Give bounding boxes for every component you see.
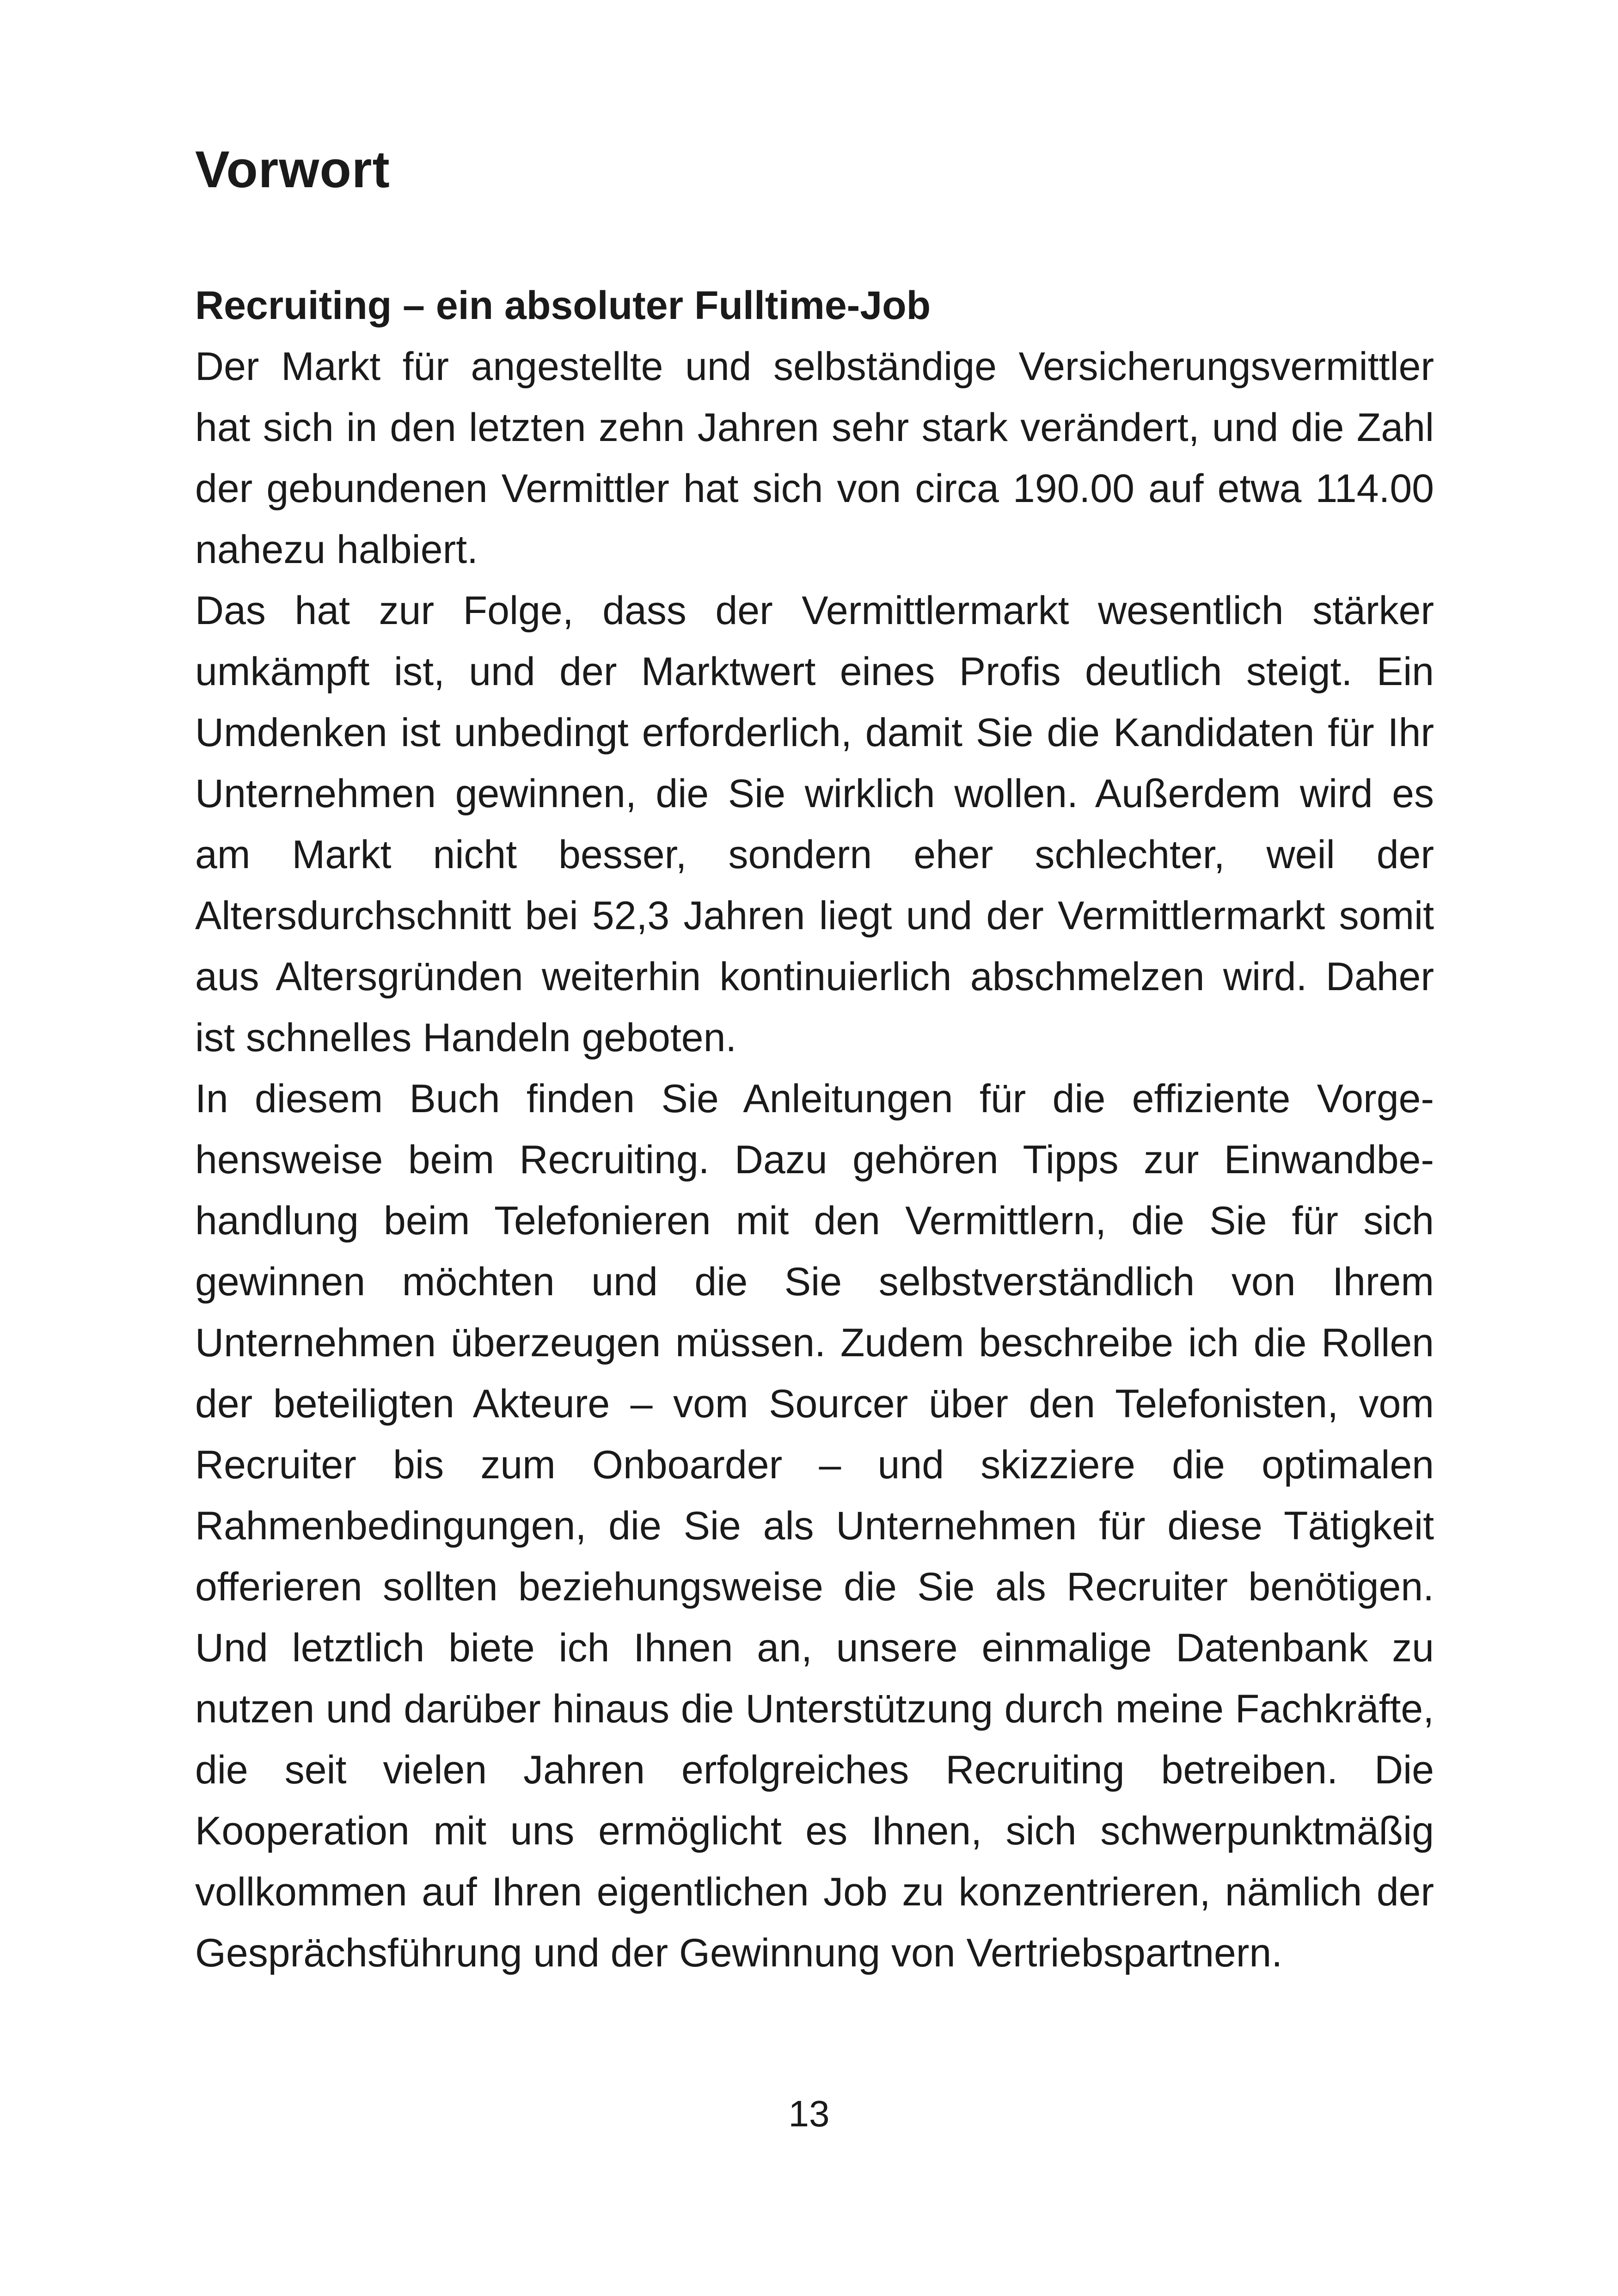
body-text	[195, 275, 1434, 1984]
chapter-title: Vorwort	[195, 141, 390, 198]
section-heading: Recruiting – ein absoluter Fulltime-Job	[195, 283, 931, 328]
paragraph-1: Der Markt für angestellte und selbständige Versicherungsvermittler hat sich in den letzten zehn Jahren sehr stark verändert, und die Zahl der gebundenen Vermittler hat sich von circa 190.00 auf etwa 114.00 nahezu halbiert.	[195, 344, 1434, 572]
page-number: 13	[788, 2093, 830, 2134]
paragraph-3: In diesem Buch finden Sie Anleitungen für die effiziente Vorgehensweise beim Recruiting. Dazu gehören Tipps zur Einwandbehandlung beim Telefonieren mit den Vermittlern, die Sie für sich gewinnen möchten und die Sie selbstverständlich von Ihrem Unternehmen überzeugen müssen. Zudem beschreibe ich die Rollen der beteiligten Akteure – vom Sourcer über den Telefonisten, vom Recruiter bis zum Onboarder – und skizziere die optimalen Rahmenbedingungen, die Sie als Unternehmen für diese Tätigkeit offerieren sollten beziehungsweise die Sie als Recruiter benötigen. Und letztlich biete ich Ihnen an, unsere einmalige Datenbank zu nutzen und darüber hinaus die Unterstützung durch meine Fachkräfte, die seit vielen Jahren erfolgreiches Recruiting betreiben. Die Kooperation mit uns ermöglicht es Ihnen, sich schwerpunktmäßig vollkommen auf Ihren eigentlichen Job zu konzentrieren, nämlich der Gesprächsführung und der Gewinnung von Vertriebspartnern.	[195, 1077, 1434, 1975]
paragraph-2: Das hat zur Folge, dass der Vermittlermarkt wesentlich stärker umkämpft ist, und der Marktwert eines Profis deutlich steigt. Ein Umdenken ist unbedingt erforderlich, damit Sie die Kandidaten für Ihr Unternehmen gewinnen, die Sie wirklich wollen. Außerdem wird es am Markt nicht besser, sondern eher schlechter, weil der Altersdurchschnitt bei 52,3 Jahren liegt und der Vermittlermarkt somit aus Altersgründen weiterhin kontinuierlich abschmelzen wird. Daher ist schnelles Handeln geboten.	[195, 588, 1434, 1060]
